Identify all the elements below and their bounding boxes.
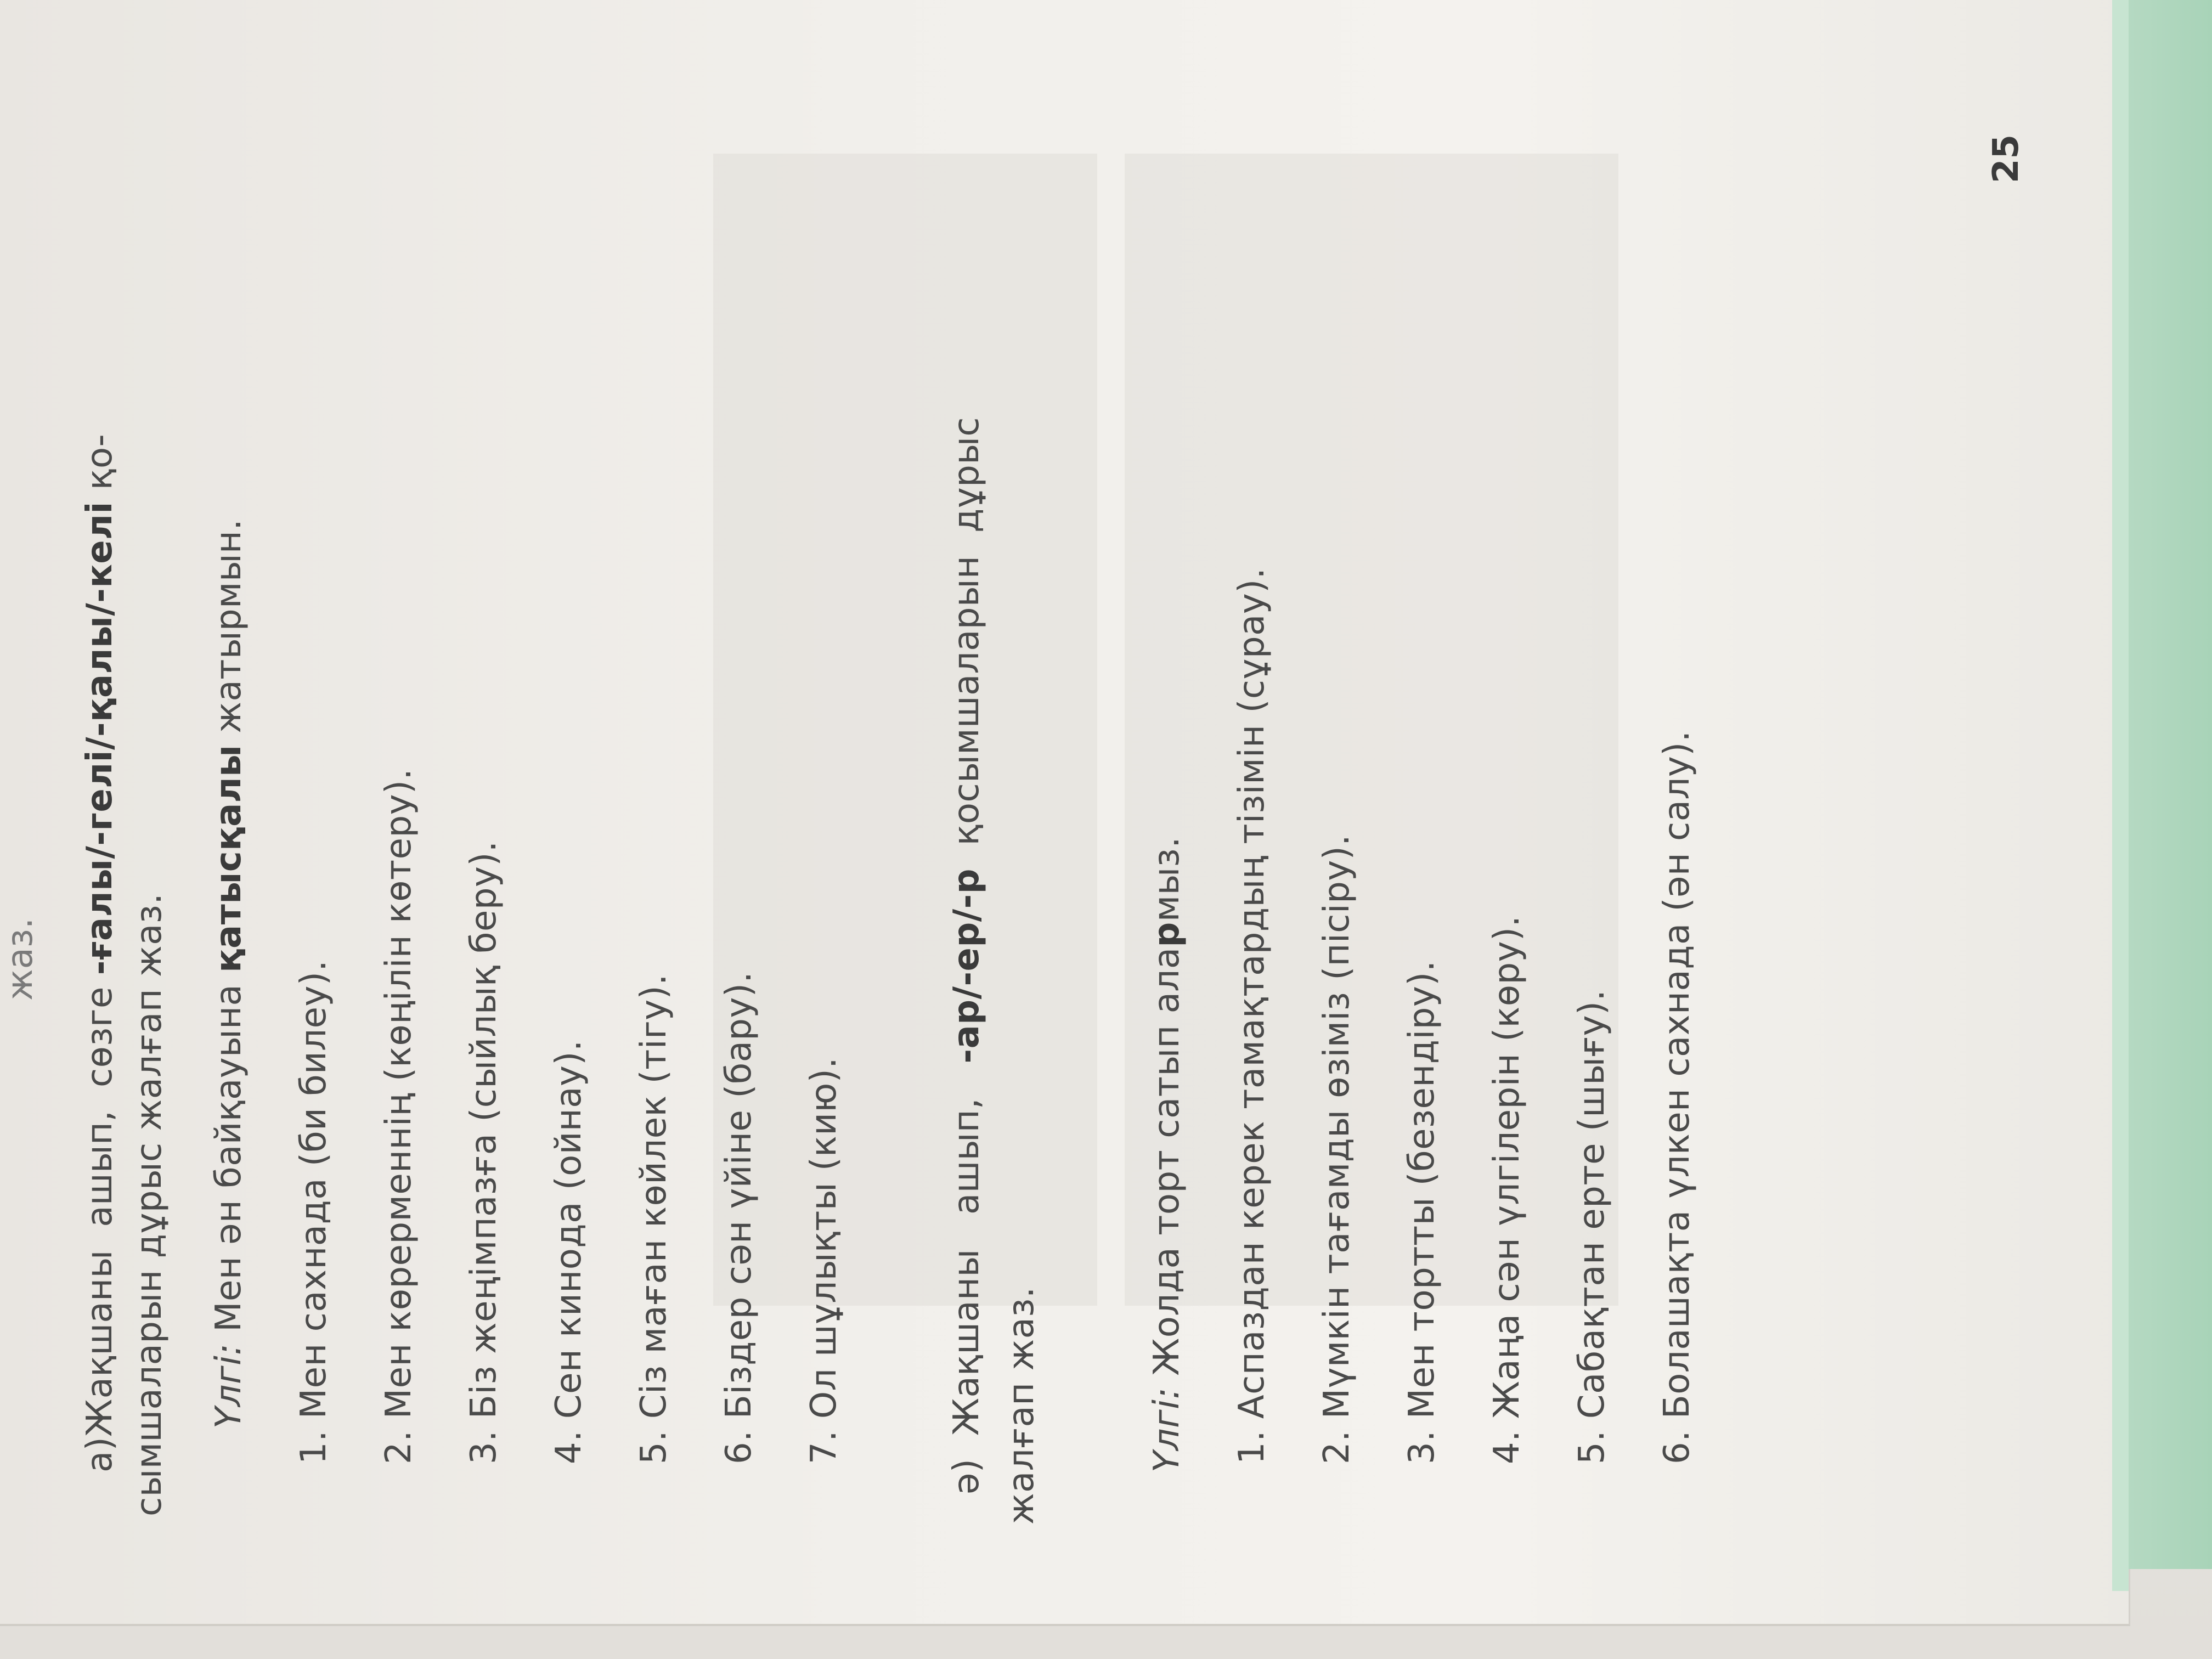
- exercise-b-item: 2. Мүмкін тағамды өзіміз (пісіру).: [1317, 834, 1357, 1464]
- exercise-a-label: а): [80, 1436, 120, 1472]
- exercise-a-intro-line-2: сымшаларын дұрыс жалғап жаз.: [129, 893, 170, 1516]
- exercise-a-intro-line-1: а)Жақшаны ашып, сөзге -ғалы/-гелі/-қалы/-келі қо-: [80, 433, 120, 1472]
- exercise-b-suffixes: -ар/-ер/-р: [946, 868, 987, 1064]
- exercise-a-suffixes: -ғалы/-гелі/-қалы/-келі: [80, 501, 120, 975]
- exercise-b-example: Үлгі: Жолда торт сатып алармыз.: [1147, 836, 1187, 1472]
- book-cover-edge: [2129, 0, 2212, 1569]
- exercise-b-label: ә): [946, 1458, 987, 1494]
- exercise-a-item: 4. Сен кинода (ойнау).: [549, 1040, 589, 1464]
- exercise-a-item: 3. Біз жеңімпазға (сыйлық беру).: [464, 840, 504, 1464]
- exercise-a-item: 5. Сіз маған көйлек (тігу).: [634, 974, 674, 1464]
- exercise-a-example: Үлгі: Мен ән байқауына қатысқалы жатырмын.: [208, 518, 249, 1429]
- example-label: Үлгі:: [1147, 1387, 1187, 1472]
- exercise-a-item: 2. Мен көрерменнің (көңілін көтеру).: [379, 768, 419, 1464]
- exercise-a-item: 6. Біздер сән үйіне (бару).: [719, 971, 759, 1464]
- exercise-b-item: 4. Жаңа сән үлгілерін (көру).: [1487, 915, 1527, 1464]
- cut-off-text: жаз.: [0, 917, 41, 1001]
- exercise-b-item: 1. Аспаздан керек тамақтардың тізімін (сұрау).: [1232, 567, 1272, 1464]
- exercise-b-item: 3. Мен тортты (безендіру).: [1402, 960, 1442, 1464]
- exercise-b-item: 5. Сабақтан ерте (шығу).: [1572, 989, 1612, 1464]
- exercise-b-intro-line-1: ә) Жақшаны ашып, -ар/-ер/-р қосымшаларын дұрыс: [946, 416, 987, 1494]
- exercise-a-item: 7. Ол шұлықты (кию).: [804, 1057, 844, 1464]
- exercise-a-item: 1. Мен сахнада (би билеу).: [294, 960, 334, 1464]
- exercise-b-item: 6. Болашақта үлкен сахнада (ән салу).: [1657, 730, 1697, 1464]
- page-number: 25: [1986, 134, 2027, 183]
- example-label: Үлгі:: [208, 1343, 249, 1429]
- exercise-b-intro-line-2: жалғап жаз.: [1001, 1286, 1042, 1525]
